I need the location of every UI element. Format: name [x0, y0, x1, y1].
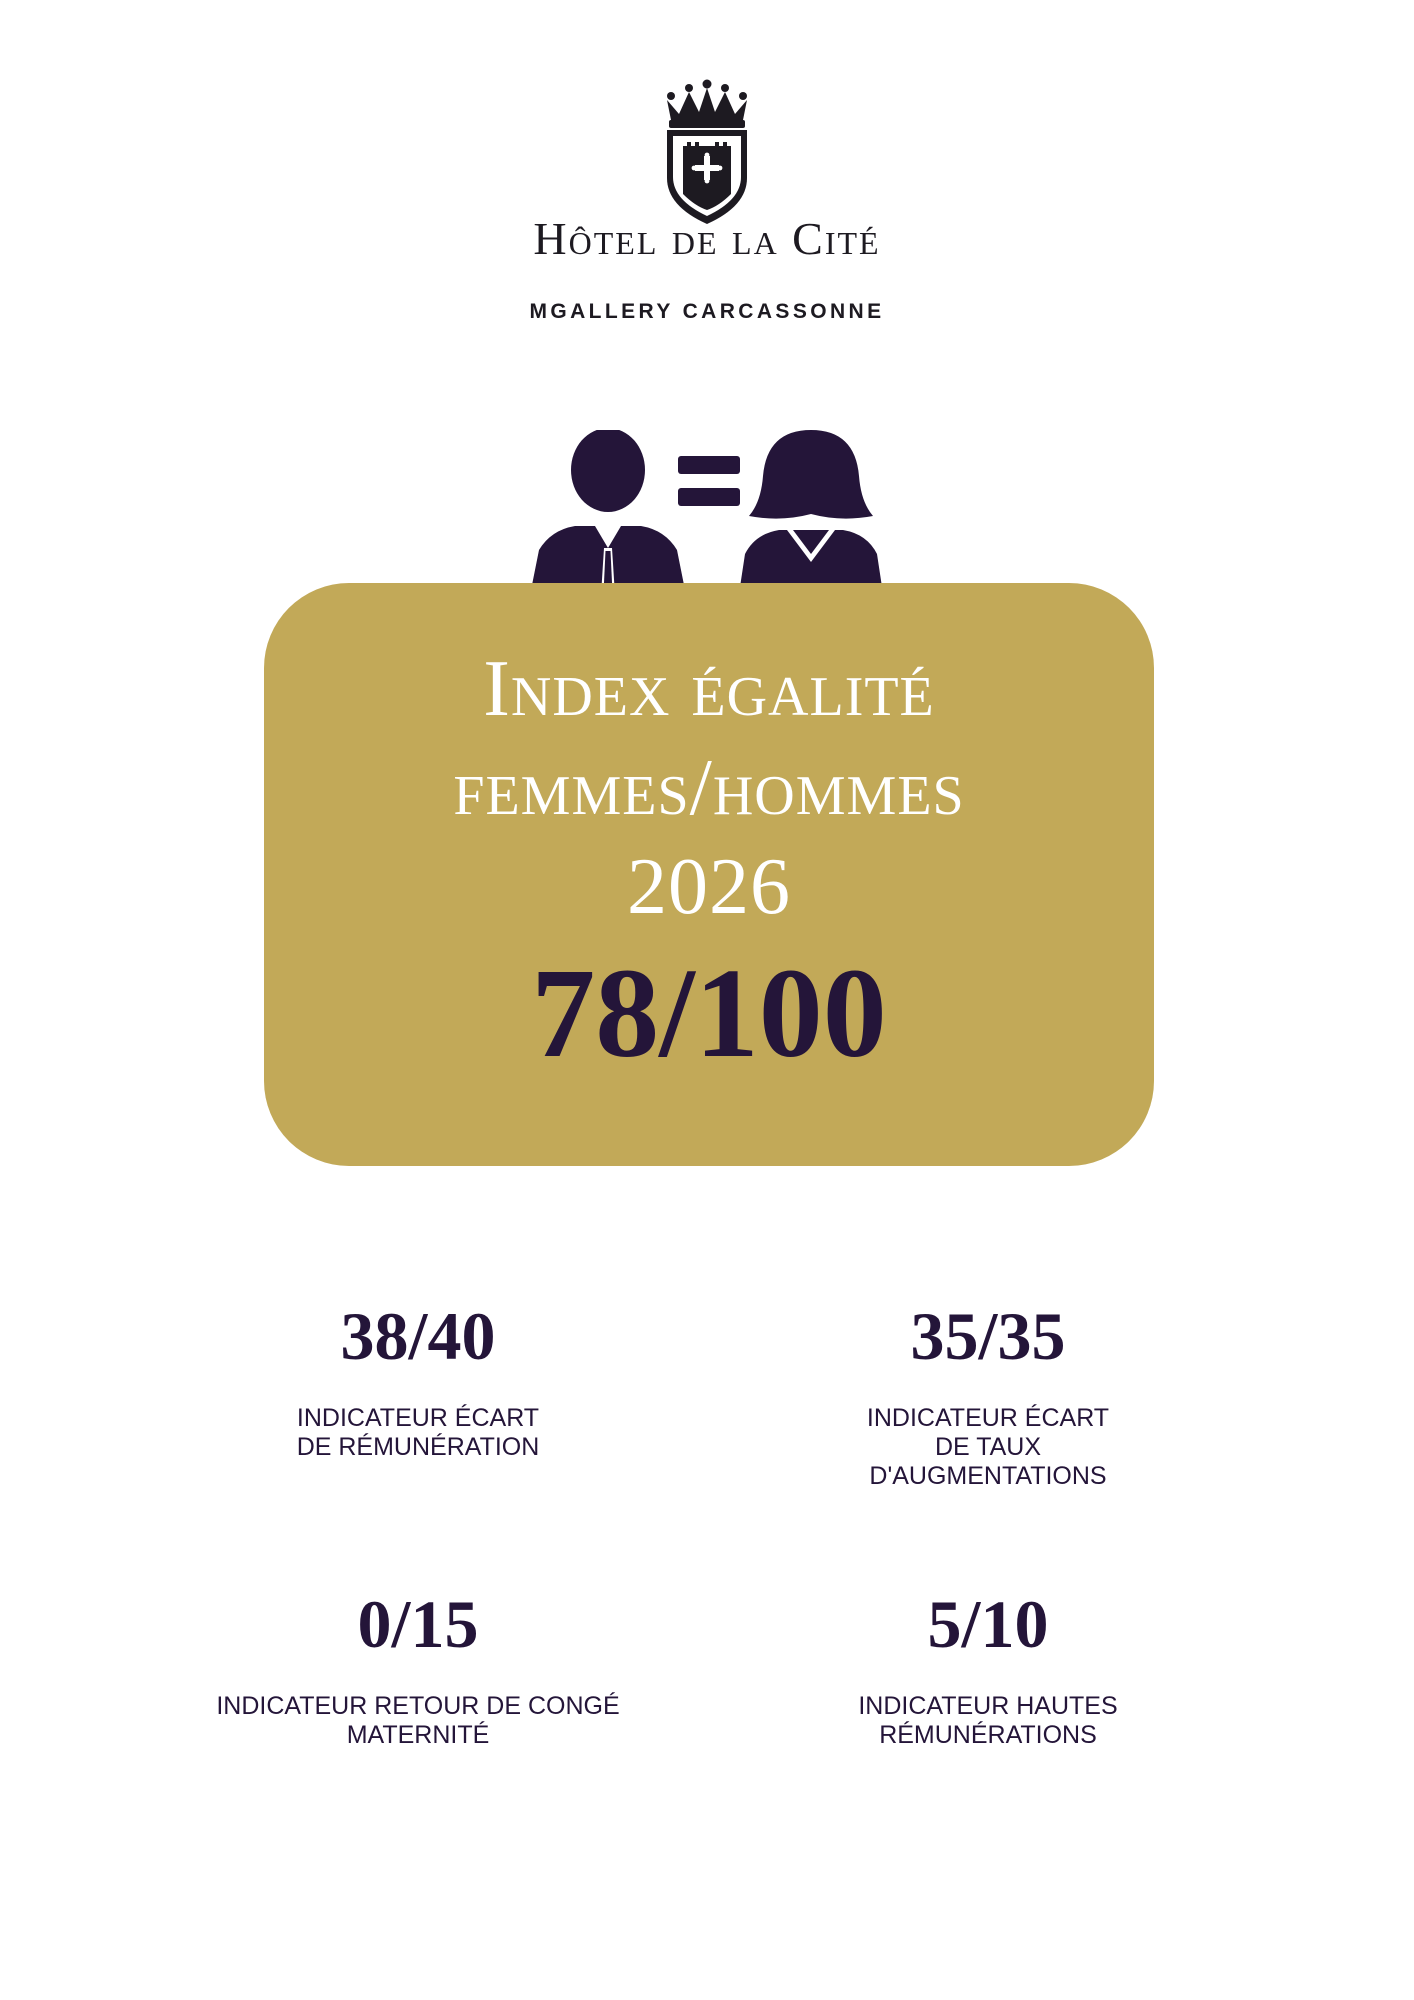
index-title-line2: femmes/hommes: [453, 744, 965, 832]
indicator-hautes-remunerations-score: 5/10: [927, 1586, 1049, 1662]
indicator-label-line: INDICATEUR ÉCART: [296, 1404, 540, 1432]
indicator-maternite-score: 0/15: [357, 1586, 479, 1662]
hotel-name: Hôtel de la Cité: [533, 213, 881, 264]
indicator-remuneration-label: [168, 1404, 668, 1462]
indicator-label-line: INDICATEUR ÉCART: [866, 1404, 1110, 1432]
indicator-maternite-label: [118, 1692, 718, 1750]
indicator-hautes-remunerations-label: [738, 1692, 1238, 1750]
index-title-line3: 2026: [627, 843, 791, 931]
crowned-shield-crest-icon: [657, 78, 757, 228]
index-title: [264, 640, 1154, 937]
indicator-label-line: DE TAUX: [934, 1433, 1042, 1461]
index-score: 78/100: [531, 942, 887, 1084]
indicator-label-line: D'AUGMENTATIONS: [869, 1462, 1107, 1490]
indicator-label-line: INDICATEUR RETOUR DE CONGÉ: [216, 1692, 620, 1720]
indicator-augmentations-score: 35/35: [910, 1298, 1066, 1374]
indicator-label-line: INDICATEUR HAUTES: [858, 1692, 1118, 1720]
indicator-label-line: DE RÉMUNÉRATION: [296, 1433, 540, 1461]
indicator-label-line: MATERNITÉ: [346, 1721, 490, 1749]
indicator-remuneration-score: 38/40: [340, 1298, 496, 1374]
indicator-label-line: RÉMUNÉRATIONS: [879, 1721, 1097, 1749]
index-title-line1: Index égalité: [483, 645, 935, 733]
hotel-subtitle: MGALLERY CARCASSONNE: [529, 300, 885, 323]
indicator-augmentations-label: [738, 1404, 1238, 1491]
